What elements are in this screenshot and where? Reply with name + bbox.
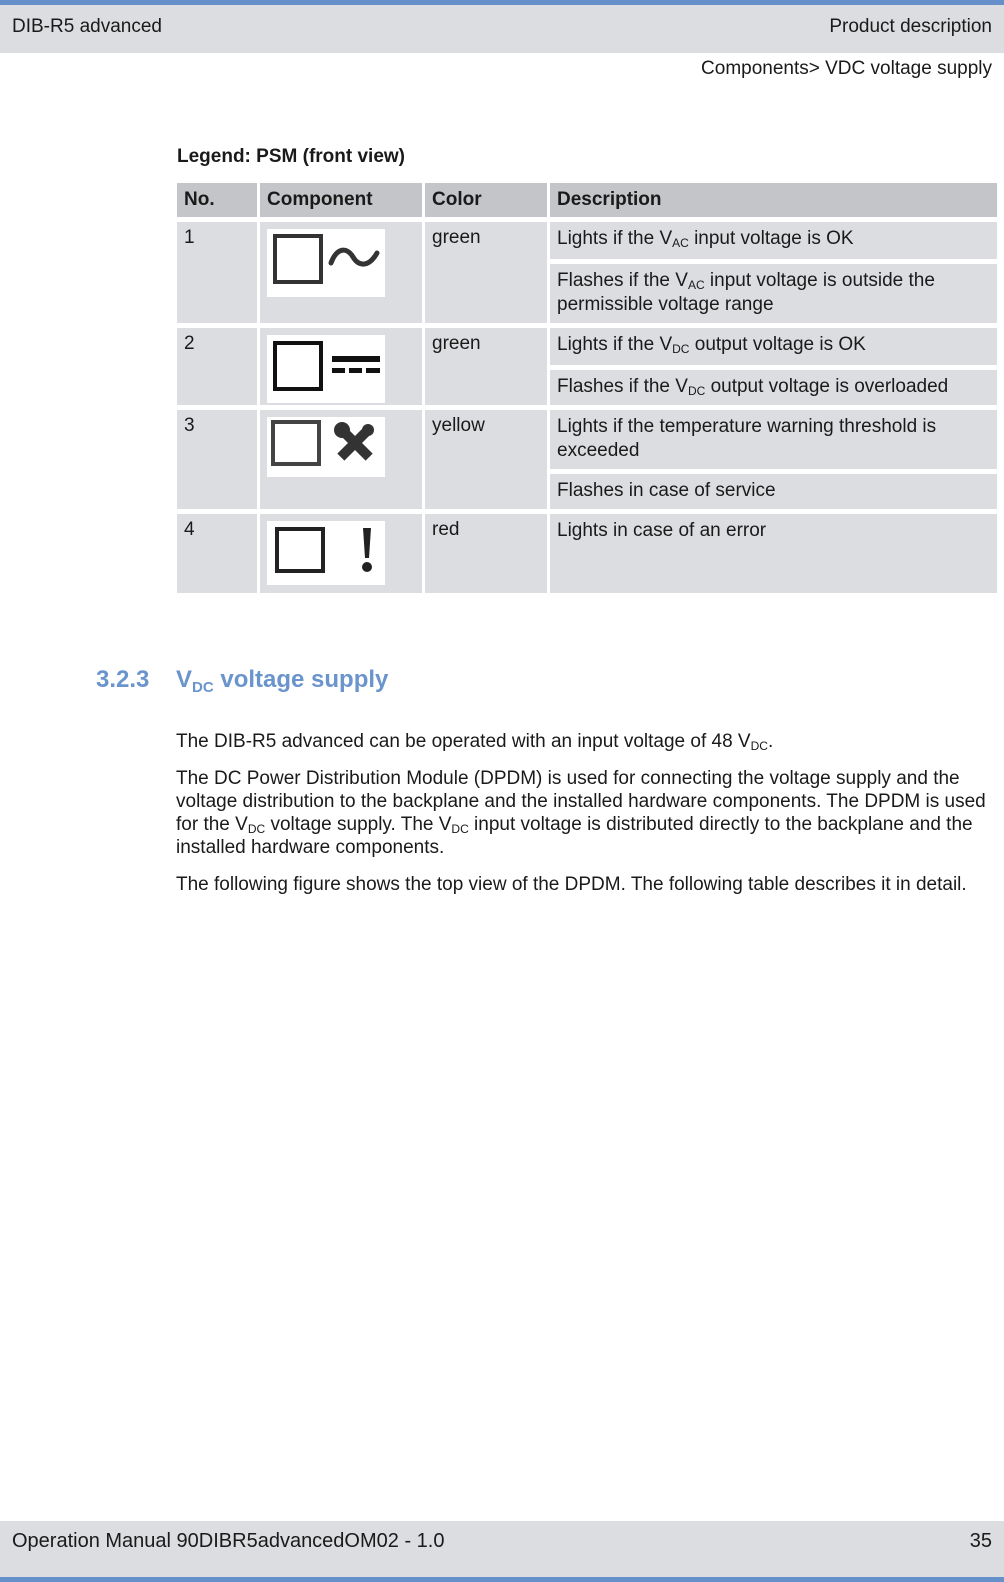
row-color: green	[425, 217, 547, 323]
row-number: 2	[177, 323, 257, 405]
header-product-name: DIB-R5 advanced	[12, 16, 162, 37]
row-component	[260, 323, 422, 405]
row-number: 1	[177, 217, 257, 323]
row-number: 3	[177, 405, 257, 509]
row-number: 4	[177, 509, 257, 593]
page-number: 35	[969, 1530, 992, 1552]
dc-power-led-icon	[267, 335, 385, 403]
section-number: 3.2.3	[96, 666, 150, 693]
column-header-no: No.	[177, 183, 257, 217]
row-description: Lights in case of an error	[550, 509, 997, 593]
row-component	[260, 509, 422, 593]
legend-table	[174, 183, 1000, 593]
row-description: Lights if the $V_{AC}$ input voltage is OK	[550, 217, 997, 259]
table-caption: Legend: PSM (front view)	[177, 146, 405, 167]
table-header-row	[177, 183, 997, 217]
row-component	[260, 405, 422, 509]
row-color: yellow	[425, 405, 547, 509]
footer-document-id: Operation Manual 90DIBR5advancedOM02 - 1.0	[12, 1530, 445, 1552]
paragraph-input-voltage: The DIB-R5 advanced can be operated with an input voltage of 48 $V_{DC}$.	[176, 731, 774, 753]
header-chapter: Product description	[829, 16, 992, 37]
row-component	[260, 217, 422, 323]
table-row	[177, 509, 997, 593]
column-header-color: Color	[425, 183, 547, 217]
section-title: $V_{DC}$ voltage supply	[176, 666, 389, 696]
error-exclamation-led-icon	[267, 521, 385, 585]
column-header-component: Component	[260, 183, 422, 217]
row-description: Flashes if the $V_{DC}$ output voltage is overloaded	[550, 365, 997, 405]
table-row	[177, 323, 997, 365]
row-description: Flashes if the $V_{AC}$ input voltage is outside the permissible voltage range	[550, 259, 997, 323]
row-color: green	[425, 323, 547, 405]
column-header-description: Description	[550, 183, 997, 217]
row-description: Lights if the temperature warning threshold is exceeded	[550, 405, 997, 469]
table-row	[177, 217, 997, 259]
table-row	[177, 405, 997, 469]
service-tools-led-icon	[267, 417, 385, 477]
paragraph-dpdm: The DC Power Distribution Module (DPDM) is used for connecting the voltage supply and the voltage distribution to the backplane and the installed hardware components. The DPDM is used for the $V_{DC}$ voltage supply. The $V_{DC}$ input voltage is distributed directly to the backplane and the installed hardware components.	[176, 768, 986, 858]
row-color: red	[425, 509, 547, 593]
row-description: Flashes in case of service	[550, 469, 997, 509]
row-description: Lights if the $V_{DC}$ output voltage is OK	[550, 323, 997, 365]
breadcrumb: Components> VDC voltage supply	[701, 58, 992, 79]
ac-power-led-icon	[267, 229, 385, 297]
paragraph-figure-intro: The following figure shows the top view of the DPDM. The following table describes it in detail.	[176, 874, 967, 895]
